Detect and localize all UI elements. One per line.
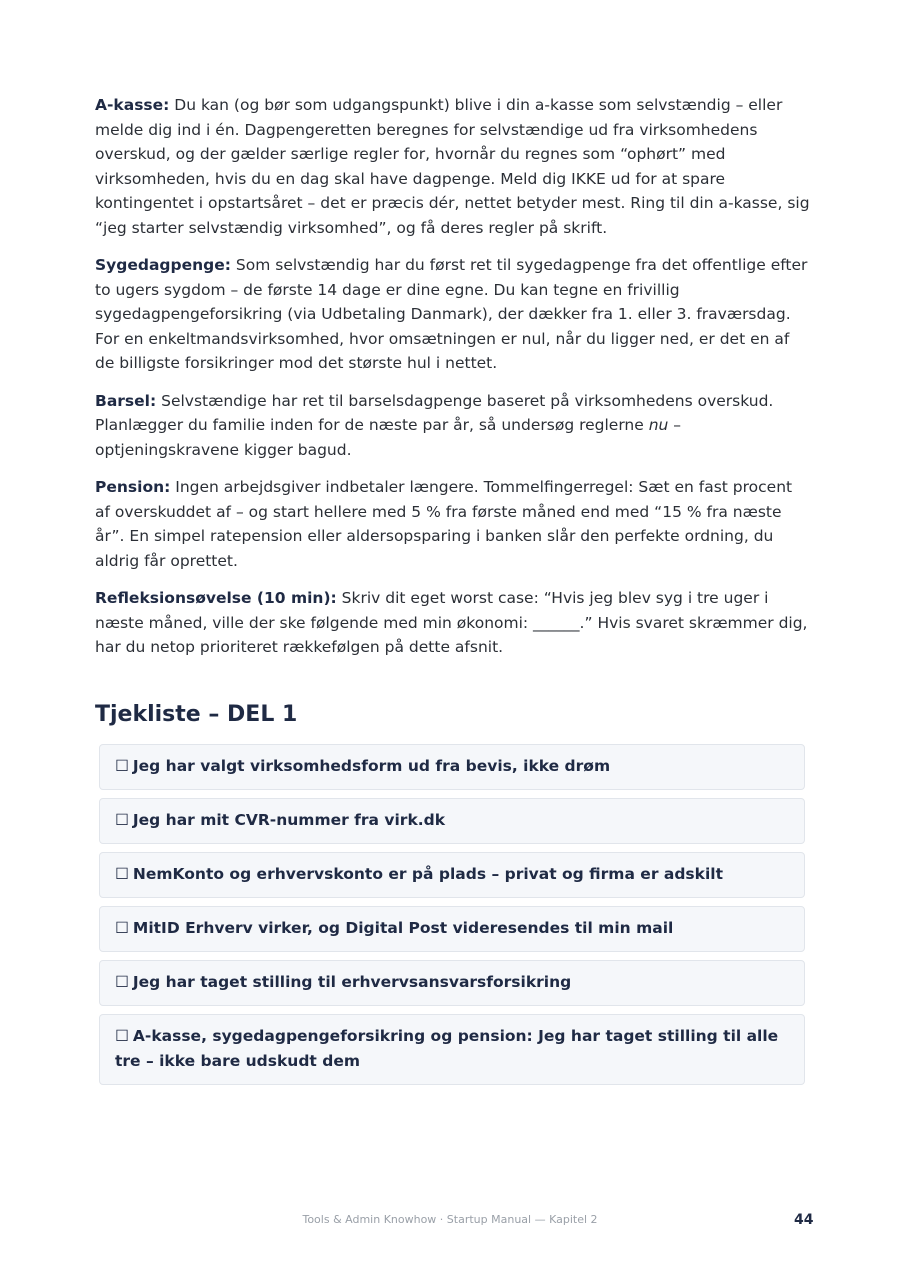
checklist-item-label: Jeg har valgt virksomhedsform ud fra bevis, ikke drøm [132,756,611,775]
checklist-item[interactable] [99,744,805,790]
paragraph-a-kasse [95,93,810,240]
checklist-item[interactable] [99,798,805,844]
checklist-item[interactable] [99,852,805,898]
checkbox-icon[interactable]: ☐ [115,918,129,937]
paragraph-label: Sygedagpenge: [95,256,231,274]
checkbox-icon[interactable]: ☐ [115,1026,129,1045]
checklist-item[interactable] [99,960,805,1006]
paragraph-refleksion [95,586,810,660]
paragraph-sygedagpenge [95,253,810,376]
page-number: 44 [794,1212,814,1228]
paragraph-text: Ingen arbejdsgiver indbetaler længere. Tommelfingerregel: Sæt en fast procent af overskuddet af – og start hellere med 5 % fra første måned end med “15 % fra næste år”. En simpel ratepension eller aldersopsparing i banken slår den perfekte ordning, du aldrig får oprettet. [95,478,793,570]
paragraph-text: Selvstændige har ret til barselsdagpenge baseret på virksomhedens overskud. Planlægger du familie inden for de næste par år, så undersøg reglerne [95,391,774,434]
checklist [99,744,805,1085]
checklist-item-label: MitID Erhverv virker, og Digital Post videresendes til min mail [132,918,674,937]
checkbox-icon[interactable]: ☐ [115,810,129,829]
paragraph-label: Refleksionsøvelse (10 min): [95,589,337,607]
checklist-item-label: A-kasse, sygedagpengeforsikring og pension: Jeg har taget stilling til alle tre – ikke bare udskudt dem [115,1026,779,1070]
page-content [95,93,810,1093]
paragraph-text: Skriv dit eget worst case: “Hvis jeg blev syg i tre uger i næste måned, ville der ske følgende med min økonomi: ______.” Hvis svaret skræmmer dig, har du netop prioriteret rækkefølgen på dette afsnit. [95,589,808,656]
paragraph-pension [95,475,810,573]
checklist-title: Tjekliste – DEL 1 [95,701,298,727]
checklist-item[interactable] [99,906,805,952]
checkbox-icon[interactable]: ☐ [115,972,129,991]
paragraph-text: Du kan (og bør som udgangspunkt) blive i din a-kasse som selvstændig – eller melde dig ind i én. Dagpengeretten beregnes for selvstændige ud fra virksomhedens overskud, og der gælder særlige regler for, hvornår du regnes som “ophørt” med virksomheden, hvis du en dag skal have dagpenge. Meld dig IKKE ud for at spare kontingentet i opstartsåret – det er præcis dér, nettet betyder mest. Ring til din a-kasse, sig “jeg starter selvstændig virksomhed”, og få deres regler på skrift. [95,96,810,237]
paragraph-label: Barsel: [95,391,157,410]
checklist-item-label: Jeg har mit CVR-nummer fra virk.dk [132,810,446,829]
checkbox-icon[interactable]: ☐ [115,756,129,775]
checkbox-icon[interactable]: ☐ [115,864,129,883]
checklist-item-label: NemKonto og erhvervskonto er på plads – privat og firma er adskilt [132,864,723,883]
paragraph-label: Pension: [95,478,171,496]
paragraph-text: Som selvstændig har du først ret til sygedagpenge fra det offentlige efter to ugers sygdom – de første 14 dage er dine egne. Du kan tegne en frivillig sygedagpengeforsikring (via Udbetaling Danmark), der dækker fra 1. eller 3. fraværsdag. For en enkeltmandsvirksomhed, hvor omsætningen er nul, når du ligger ned, er det en af de billigste forsikringer mod det største hul i nettet. [95,256,808,372]
paragraph-text: – optjeningskravene kigger bagud. [95,416,682,459]
checklist-item-label: Jeg har taget stilling til erhvervsansvarsforsikring [132,972,572,991]
page-footer: Tools & Admin Knowhow · Startup Manual — Kapitel 2 [302,1213,598,1226]
paragraph-emphasis: nu [648,416,669,434]
paragraph-barsel [95,389,810,463]
paragraph-label: A-kasse: [95,96,170,114]
checklist-item[interactable] [99,1014,805,1085]
